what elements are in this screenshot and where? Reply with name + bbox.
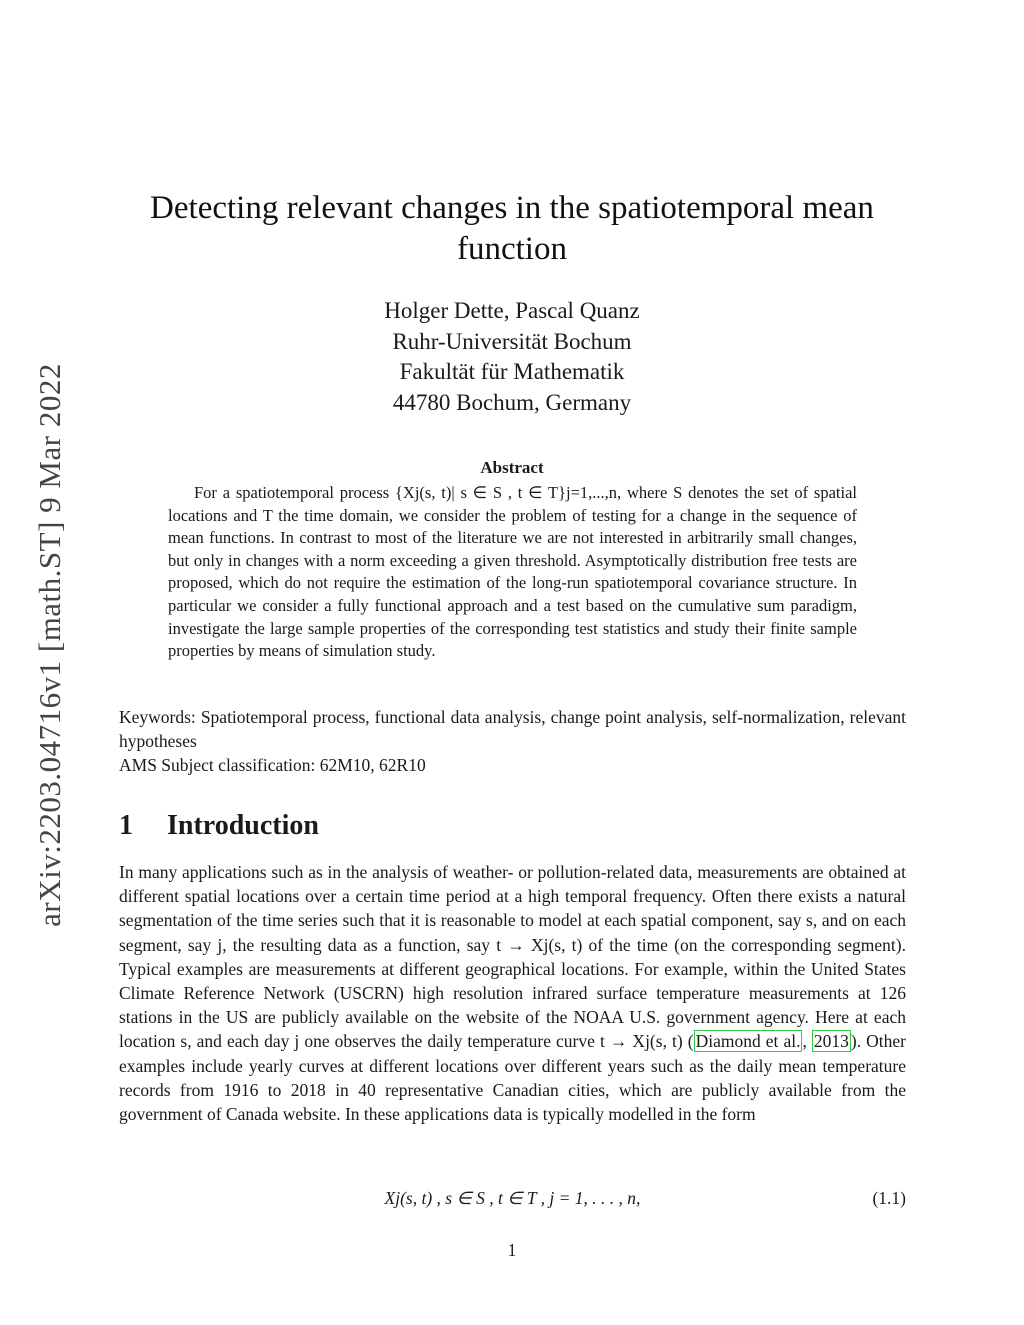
abstract-body xyxy=(168,482,857,663)
abstract-text: For a spatiotemporal process {Xj(s, t)| s ∈ S , t ∈ T}j=1,...,n, where S denotes the set of spatial locations and T the time domain, we consider the problem of testing for a change in the sequence of mean functions. In contrast to most of the literature we are not interested in arbitrarily small changes, but only in changes with a norm exceeding a given threshold. Asymptotically distribution free tests are proposed, which do not require the estimation of the long-run spatiotemporal covariance structure. In particular we consider a fully functional approach and a test based on the cumulative sum paradigm, investigate the large sample properties of the corresponding test statistics and study their finite sample properties by means of simulation study. xyxy=(168,483,857,661)
author-names: Holger Dette, Pascal Quanz xyxy=(384,298,640,323)
citation-link-author[interactable]: Diamond et al. xyxy=(695,1031,801,1052)
paragraph-text-after: ). Other examples include yearly curves at different locations over different years such as the daily mean temperature records from 1916 to 2018 in 40 representative Canadian cities, which are publicly available from the government of Canada website. In these applications data is typically modelled in the form xyxy=(119,1031,906,1125)
author-institution: Ruhr-Universität Bochum xyxy=(392,328,632,354)
abstract-heading: Abstract xyxy=(480,458,544,477)
author-address: 44780 Bochum, Germany xyxy=(392,389,632,415)
author-block xyxy=(312,296,712,418)
equation-expression: Xj(s, t) , s ∈ S , t ∈ T , j = 1, . . . , n, xyxy=(384,1188,641,1208)
page-number: 1 xyxy=(507,1240,517,1260)
section-title: Introduction xyxy=(167,810,319,841)
section-heading xyxy=(119,810,319,842)
ams-classification: AMS Subject classification: 62M10, 62R10 xyxy=(119,755,426,775)
introduction-paragraph: In many applications such as in the analysis of weather- or pollution-related data, measurements are obtained at different spatial locations over a certain time period at a high temporal frequency. Often there exists a natural segmentation of the time series such that it is reasonable to model at each spatial component, say s, and on each segment, say j, the resulting data as a function, say t → Xj(s, t) of the time (on the corresponding segment). Typical examples are measurements at different geographical locations. For example, within the United States Climate Reference Network (USCRN) high resolution infrared surface temperature measurements at 126 stations in the US are publicly available on the website of the NOAA U.S. government agency. Here at each location s, and each day j one observes the daily temperature curve t → Xj(s, t) ( Diamond et al. , 2013 ). Other examples include yearly curves at different locations over different years such as the daily mean temperature records from 1916 to 2018 in 40 representative Canadian cities, which are publicly available from the government of Canada website. In these applications data is typically modelled in the form xyxy=(119,862,906,1125)
paragraph-text-before: In many applications such as in the analysis of weather- or pollution-related data, measurements are obtained at different spatial locations over a certain time period at a high temporal frequency. Often there exists a natural segmentation of the time series such that it is reasonable to model at each spatial component, say s, and on each segment, say j, the resulting data as a function, say t → Xj(s, t) of the time (on the corresponding segment). Typical examples are measurements at different geographical locations. For example, within the United States Climate Reference Network (USCRN) high resolution infrared surface temperature measurements at 126 stations in the US are publicly available on the website of the NOAA U.S. government agency. Here at each location s, and each day j one observes the daily temperature curve t → Xj(s, t) ( xyxy=(119,862,906,1052)
author-department: Fakultät für Mathematik xyxy=(399,359,625,384)
keywords-line: Keywords: Spatiotemporal process, functional data analysis, change point analysis, self-normalization, relevant hypotheses xyxy=(119,707,906,751)
equation-number: (1.1) xyxy=(872,1188,906,1208)
equation-1-1 xyxy=(119,1188,906,1214)
section-number: 1 xyxy=(119,810,133,841)
paper-title: Detecting relevant changes in the spatiotemporal mean function xyxy=(150,190,874,267)
citation-link-year[interactable]: 2013 xyxy=(813,1031,849,1052)
arxiv-identifier: arXiv:2203.04716v1 [math.ST] 9 Mar 2022 xyxy=(32,363,67,927)
keywords-block xyxy=(119,705,906,777)
